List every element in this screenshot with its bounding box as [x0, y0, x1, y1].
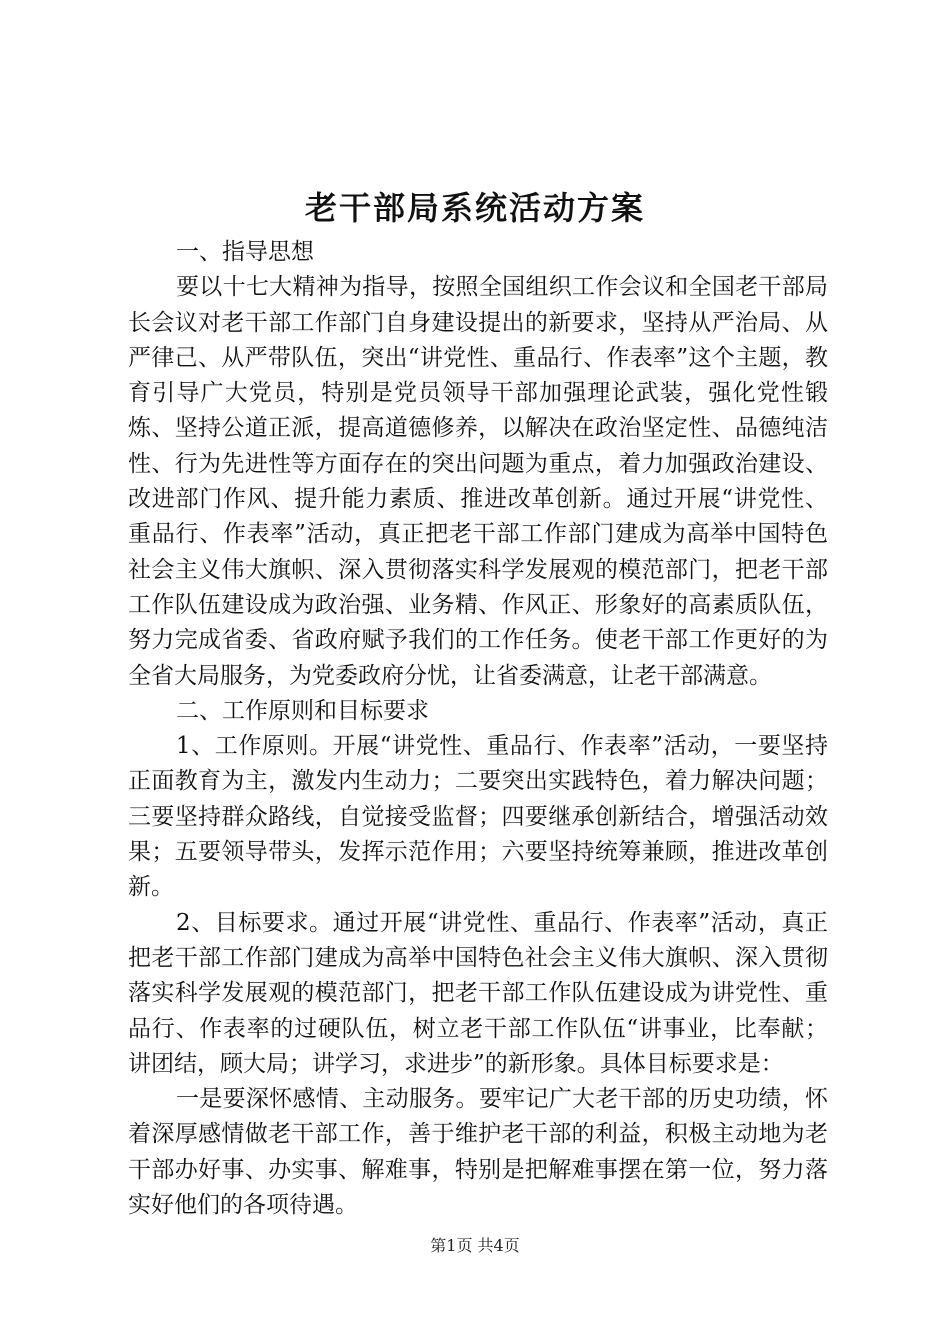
- paragraph-goal-one: 一是要深怀感情、主动服务。要牢记广大老干部的历史功绩，怀着深厚感情做老干部工作，善于维护老干部的利益，积极主动地为老干部办好事、办实事、解难事，特别是把解难事摆在第一位，努力落实好他们的各项待遇。: [128, 1086, 828, 1219]
- section-heading-principles-goals: 二、工作原则和目标要求: [176, 697, 429, 724]
- document-body: [128, 235, 828, 1223]
- document-title: 老干部局系统活动方案: [304, 189, 645, 227]
- paragraph-guiding-ideology: 要以十七大精神为指导，按照全国组织工作会议和全国老干部局长会议对老干部工作部门自身建设提出的新要求，坚持从严治局、从严律己、从严带队伍，突出“讲党性、重品行、作表率”这个主题，教育引导广大党员，特别是党员领导干部加强理论武装，强化党性锻炼、坚持公道正派，提高道德修养，以解决在政治坚定性、品德纯洁性、行为先进性等方面存在的突出问题为重点，着力加强政治建设、改进部门作风、提升能力素质、推进改革创新。通过开展“讲党性、重品行、作表率”活动，真正把老干部工作部门建成为高举中国特色社会主义伟大旗帜、深入贯彻落实科学发展观的模范部门，把老干部工作队伍建设成为政治强、业务精、作风正、形象好的高素质队伍，努力完成省委、省政府赋予我们的工作任务。使老干部工作更好的为全省大局服务，为党委政府分忧，让省委满意，让老干部满意。: [128, 274, 828, 689]
- section-heading-guiding-ideology: 一、指导思想: [176, 239, 314, 265]
- paragraph-goal-requirements: 2、目标要求。通过开展“讲党性、重品行、作表率”活动，真正把老干部工作部门建成为高举中国特色社会主义伟大旗帜、深入贯彻落实科学发展观的模范部门，把老干部工作队伍建设成为讲党性、重品行、作表率的过硬队伍，树立老干部工作队伍“讲事业，比奉献；讲团结，顾大局；讲学习，求进步”的新形象。具体目标要求是：: [128, 909, 828, 1077]
- paragraph-work-principles: 1、工作原则。开展“讲党性、重品行、作表率”活动，一要坚持正面教育为主，激发内生动力；二要突出实践特色，着力解决问题；三要坚持群众路线，自觉接受监督；四要继承创新结合，增强活动效果；五要领导带头，发挥示范作用；六要坚持统筹兼顾，推进改革创新。: [128, 733, 828, 901]
- page-footer: 第1页 共4页: [430, 1236, 520, 1255]
